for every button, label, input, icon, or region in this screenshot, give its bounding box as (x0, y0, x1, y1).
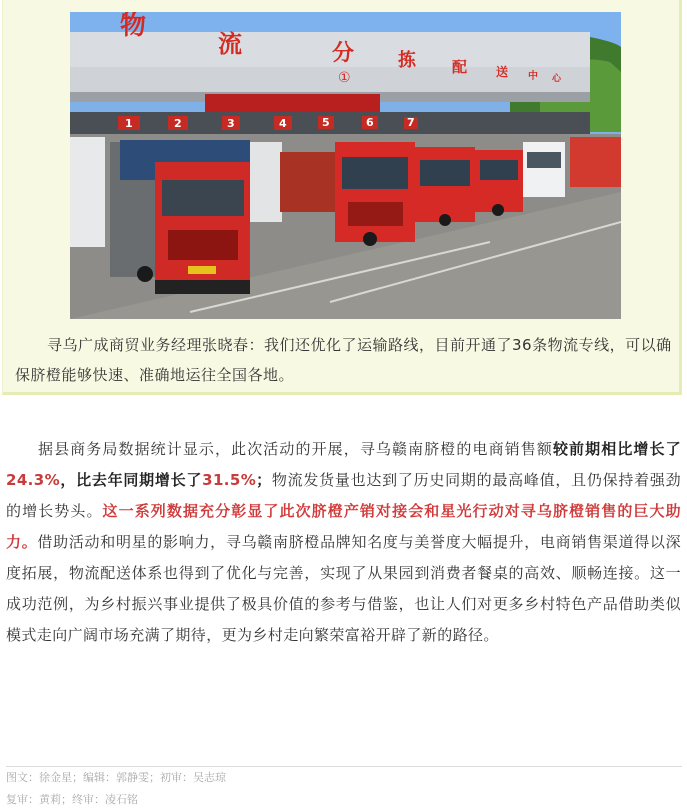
photo-caption: 寻乌广成商贸业务经理张晓春：我们还优化了运输路线，目前开通了36条物流专线，可以确保脐橙能够快速、准确地运往全国各地。 (15, 336, 672, 384)
dock-circle-number: ① (338, 70, 351, 86)
sign-char: 配 (452, 58, 468, 76)
dock-number: 1 (125, 117, 133, 130)
credits-line-1: 图文：徐金星；编辑：郭静雯；初审：吴志琼 (6, 771, 226, 784)
growth-figure-period: 24.3% (6, 471, 61, 489)
dock-number: 5 (322, 116, 330, 129)
dock-number: 2 (174, 117, 182, 130)
sign-char: 分 (332, 41, 355, 66)
article-bold-text: ； (256, 471, 272, 489)
photo-card (2, 0, 682, 395)
article-bold-text: 较前期相比增长了 (552, 440, 681, 458)
growth-figure-year: 31.5% (202, 471, 257, 489)
dock-number: 3 (227, 117, 235, 130)
credits (6, 766, 682, 811)
sign-char: 送 (496, 65, 509, 79)
photo-illustration (70, 12, 621, 319)
sign-char: 心 (552, 74, 562, 84)
logistics-center-photo (70, 12, 621, 319)
article-highlight-text: 这一系列数据充分彰显了此次脐橙产销对接会和星光行动对寻乌脐橙销售的巨大助力。 (6, 502, 681, 551)
article-bold-text: ，比去年同期增长了 (60, 471, 203, 489)
article-paragraph (6, 434, 681, 651)
dock-number: 7 (407, 116, 415, 129)
dock-number: 6 (366, 116, 374, 129)
dock-number: 4 (279, 117, 287, 130)
sign-char: 物 (120, 12, 147, 41)
article-text: 借助活动和明星的影响力，寻乌赣南脐橙品牌知名度与美誉度大幅提升，电商销售渠道得以深度拓展，物流配送体系也得到了优化与完善，实现了从果园到消费者餐桌的高效、顺畅连接。这一成功范例，为乡村振兴事业提供了极具价值的参考与借鉴，也让人们对更多乡村特色产品借助类似模式走向广阔市场充满了期待，更为乡村走向繁荣富裕开辟了新的路径。 (6, 533, 681, 644)
credits-line-2: 复审：黄莉；终审：凌石铭 (6, 793, 138, 806)
article-text: 据县商务局数据统计显示，此次活动的开展，寻乌赣南脐橙的电商销售额 (38, 440, 553, 458)
article-text: 物流发货量也达到了历史同期的最高峰值，且仍保持着强劲的增长势头。 (6, 471, 681, 520)
sign-char: 拣 (398, 50, 416, 71)
sign-char: 流 (218, 30, 242, 58)
sign-char: 中 (528, 71, 538, 82)
